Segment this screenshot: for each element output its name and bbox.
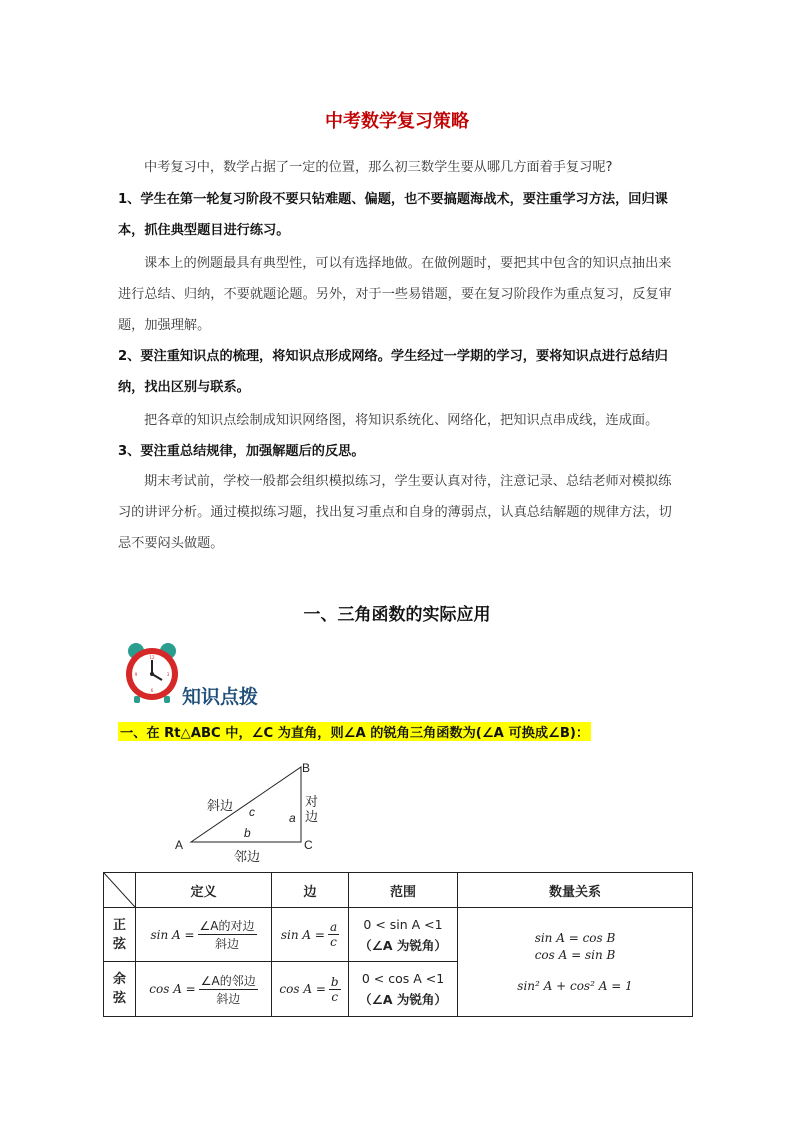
relation-3: sin² A + cos² A = 1 [517, 978, 633, 993]
row-label-cos-2: 弦 [112, 991, 126, 1006]
intro-paragraph: 中考复习中，数学占据了一定的位置，那么初三数学生要从哪几方面着手复习呢? [144, 160, 613, 175]
header-relation: 数量关系 [458, 873, 693, 908]
row-label-sin [104, 908, 136, 962]
vertex-a-label: A [175, 838, 184, 852]
row-label-cos [104, 962, 136, 1017]
cos-side-lhs: cos A = [279, 982, 326, 996]
table-corner-cell [104, 873, 136, 908]
cos-side-num: b [330, 974, 339, 989]
sin-side-den: c [330, 935, 337, 949]
side-c-label: c [249, 805, 255, 819]
cos-def-den: 斜边 [216, 991, 241, 1006]
sin-side-num: a [329, 920, 338, 934]
sin-definition [136, 908, 272, 962]
svg-text:12: 12 [149, 655, 155, 660]
sin-range [349, 908, 458, 962]
section-title: 一、三角函数的实际应用 [303, 605, 491, 625]
cos-definition [136, 962, 272, 1017]
sin-def-num: ∠A的对边 [199, 919, 255, 933]
trig-table [103, 872, 693, 1017]
header-range: 范围 [349, 873, 458, 908]
cos-side-den: c [331, 989, 339, 1004]
sin-def-den: 斜边 [215, 937, 240, 951]
alarm-clock-icon [120, 640, 184, 704]
row-label-sin-2: 弦 [112, 936, 126, 952]
cos-range-note: （∠A 为锐角） [359, 992, 447, 1007]
sin-range-value: 0 < sin A <1 [363, 916, 443, 932]
sin-range-note: （∠A 为锐角） [359, 937, 447, 953]
sin-def-lhs: sin A = [150, 927, 195, 942]
header-side: 边 [272, 873, 349, 908]
point-1-body: 课本上的例题最具有典型性，可以有选择地做。在做例题时，要把其中包含的知识点抽出来进行总结、归纳，不要就题论题。另外，对于一些易错题，要在复习阶段作为重点复习，反复审题，加强理解。 [118, 256, 672, 333]
svg-text:3: 3 [166, 672, 170, 677]
sin-side-lhs: sin A = [280, 927, 325, 942]
table-row-sin [104, 908, 693, 962]
point-3-body: 期末考试前，学校一般都会组织模拟练习，学生要认真对待，注意记录、总结老师对模拟练习的讲评分析。通过模拟练习题，找出复习重点和自身的薄弱点，认真总结解题的规律方法，切忌不要闷头做题。 [118, 474, 672, 551]
diagonal-line [104, 873, 135, 907]
row-label-cos-1: 余 [112, 972, 126, 987]
point-1-heading: 1、学生在第一轮复习阶段不要只钻难题、偏题，也不要搞题海战术，要注重学习方法，回归课本，抓住典型题目进行练习。 [118, 192, 668, 238]
relation-1: sin A = cos B [534, 930, 616, 945]
point-2-heading: 2、要注重知识点的梳理，将知识点形成网络。学生经过一学期的学习，要将知识点进行总结归纳，找出区别与联系。 [118, 349, 668, 395]
sin-side [272, 908, 349, 962]
svg-text:6: 6 [150, 688, 154, 693]
svg-text:9: 9 [134, 672, 138, 677]
table-header-row [104, 873, 693, 908]
cos-range-value: 0 < cos A <1 [361, 971, 445, 986]
hypotenuse-label: 斜边 [207, 798, 234, 813]
vertex-c-label: C [304, 838, 313, 852]
highlighted-definition: 一、在 Rt△ABC 中，∠C 为直角，则∠A 的锐角三角函数为(∠A 可换成∠B)： [118, 722, 591, 741]
adjacent-label: 邻边 [234, 849, 261, 864]
point-2-body: 把各章的知识点绘制成知识网络图，将知识系统化、网络化，把知识点串成线，连成面。 [144, 413, 659, 428]
page-title: 中考数学复习策略 [325, 111, 469, 132]
opposite-label-1: 对 [305, 794, 319, 809]
cos-range [349, 962, 458, 1017]
row-label-sin-1: 正 [112, 917, 126, 933]
knowledge-label: 知识点拨 [182, 686, 259, 708]
vertex-b-label: B [302, 761, 311, 775]
side-b-label: b [244, 826, 251, 840]
side-a-label: a [289, 811, 296, 825]
cos-def-num: ∠A的邻边 [200, 973, 256, 988]
relations-cell [458, 908, 693, 1017]
header-definition: 定义 [136, 873, 272, 908]
cos-def-lhs: cos A = [149, 982, 196, 996]
opposite-label-2: 边 [305, 809, 319, 824]
relation-2: cos A = sin B [534, 947, 616, 962]
cos-side [272, 962, 349, 1017]
right-triangle-diagram [165, 755, 345, 870]
point-3-heading: 3、要注重总结规律，加强解题后的反思。 [118, 444, 365, 459]
